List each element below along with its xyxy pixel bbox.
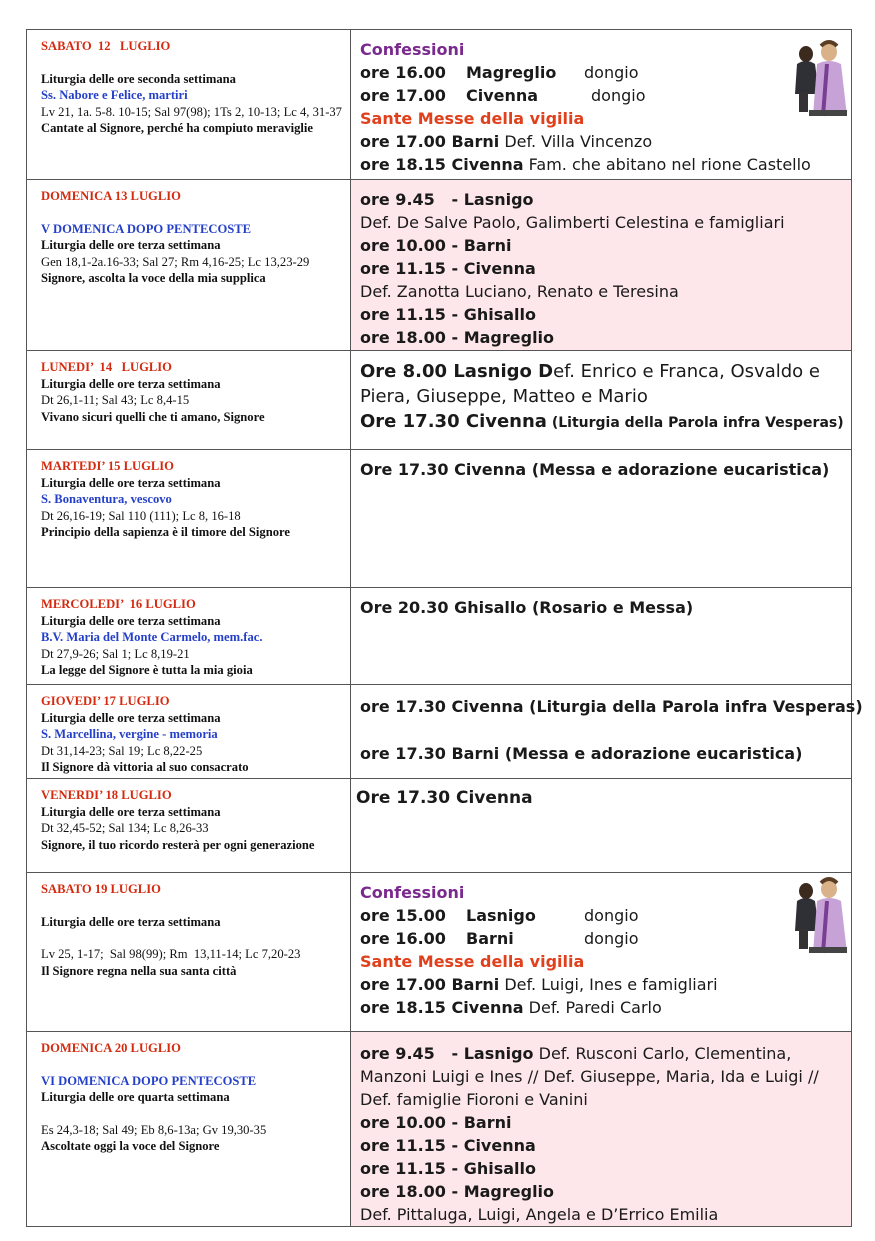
mass-line: Ore 8.00 Lasnigo Def. Enrico e Franca, Osvaldo e Piera, Giuseppe, Matteo e Mario [360, 361, 820, 407]
readings: Es 24,3-18; Sal 49; Eb 8,6-13a; Gv 19,30-35 [41, 1122, 267, 1137]
saint-of-day: S. Bonaventura, vescovo [41, 492, 172, 507]
mass-cell [351, 450, 852, 588]
mass-intention: Def. De Salve Paolo, Galimberti Celestina e famigliari [360, 213, 785, 232]
confession-place: Civenna [466, 86, 539, 105]
day-date: GIOVEDI’ 17 LUGLIO [41, 694, 170, 708]
mass-line: ore 11.15 - Civenna [360, 259, 536, 278]
feast-title: VI DOMENICA DOPO PENTECOSTE [41, 1073, 257, 1088]
mass-intention: Def. Pittaluga, Luigi, Angela e D’Errico Emilia [360, 1205, 719, 1224]
readings: Gen 18,1-2a.16-33; Sal 27; Rm 4,16-25; Lc 13,23-29 [41, 254, 310, 269]
day-date: SABATO 12 LUGLIO [41, 39, 171, 53]
liturgy-week: Liturgia delle ore seconda settimana [41, 71, 236, 86]
liturgy-week: Liturgia delle ore terza settimana [41, 914, 221, 929]
confession-priest: dongio [584, 63, 639, 82]
mass-cell [351, 1032, 852, 1227]
readings: Dt 32,45-52; Sal 134; Lc 8,26-33 [41, 821, 209, 836]
confession-priest: dongio [584, 906, 639, 925]
day-date: LUNEDI’ 14 LUGLIO [41, 360, 172, 374]
confession-scene-icon [789, 40, 849, 122]
saint-of-day: Ss. Nabore e Felice, martiri [41, 88, 188, 103]
antiphon: Signore, ascolta la voce della mia supplica [41, 271, 266, 286]
antiphon: Il Signore regna nella sua santa città [41, 963, 237, 978]
table-row [27, 351, 852, 450]
liturgy-week: Liturgia delle ore terza settimana [41, 475, 221, 490]
vigil-title: Sante Messe della vigilia [360, 109, 585, 128]
readings: Dt 26,16-19; Sal 110 (111); Lc 8, 16-18 [41, 508, 241, 523]
antiphon: Il Signore dà vittoria al suo consacrato [41, 760, 249, 775]
mass-line: ore 10.00 - Barni [360, 1113, 512, 1132]
mass-line: ore 11.15 - Civenna [360, 1136, 536, 1155]
readings: Lv 25, 1-17; Sal 98(99); Rm 13,11-14; Lc 7,20-23 [41, 947, 301, 962]
table-row [27, 779, 852, 873]
liturgy-cell [27, 685, 351, 779]
mass-line: ore 17.30 Civenna (Liturgia della Parola infra Vesperas) [360, 697, 863, 716]
table-row [27, 180, 852, 351]
mass-line: ore 18.00 - Magreglio [360, 328, 555, 347]
confessions-title: Confessioni [360, 883, 465, 902]
liturgy-cell [27, 180, 351, 351]
table-row [27, 450, 852, 588]
confession-slot [360, 904, 843, 927]
table-row [27, 1032, 852, 1227]
mass-line: ore 17.00 Barni Def. Luigi, Ines e famigliari [360, 975, 718, 994]
mass-cell [351, 30, 852, 180]
confession-place: Lasnigo [466, 906, 536, 925]
mass-line: Ore 17.30 Civenna [356, 788, 533, 808]
day-date: DOMENICA 13 LUGLIO [41, 189, 181, 203]
mass-line: ore 18.00 - Magreglio [360, 1182, 555, 1201]
schedule-table [26, 29, 863, 1227]
readings: Dt 26,1-11; Sal 43; Lc 8,4-15 [41, 393, 190, 408]
day-date: SABATO 19 LUGLIO [41, 882, 161, 896]
mass-line: ore 11.15 - Ghisallo [360, 1159, 536, 1178]
table-row [27, 873, 852, 1032]
confession-place: Magreglio [466, 63, 557, 82]
mass-line: ore 17.00 Barni Def. Villa Vincenzo [360, 132, 653, 151]
mass-cell [351, 180, 852, 351]
vigil-title: Sante Messe della vigilia [360, 952, 585, 971]
mass-line: Ore 17.30 Civenna (Messa e adorazione eucaristica) [360, 460, 830, 479]
liturgy-cell [27, 873, 351, 1032]
mass-cell [351, 873, 852, 1032]
mass-line: ore 18.15 Civenna Def. Paredi Carlo [360, 998, 662, 1017]
confession-priest: dongio [591, 86, 646, 105]
mass-line: ore 11.15 - Ghisallo [360, 305, 536, 324]
confession-time: ore 15.00 [360, 906, 446, 925]
confession-time: ore 17.00 [360, 86, 446, 105]
confession-time: ore 16.00 [360, 63, 446, 82]
liturgy-week: Liturgia delle ore terza settimana [41, 804, 221, 819]
confession-slot [360, 84, 843, 107]
mass-line: ore 18.15 Civenna Fam. che abitano nel rione Castello [360, 155, 811, 174]
mass-cell [351, 685, 863, 779]
confession-slot [360, 61, 843, 84]
mass-line: Ore 17.30 Civenna (Liturgia della Parola infra Vesperas) [360, 411, 844, 432]
table-row [27, 30, 852, 180]
confession-place: Barni [466, 929, 514, 948]
liturgy-week: Liturgia delle ore quarta settimana [41, 1090, 230, 1105]
confessions-title: Confessioni [360, 40, 465, 59]
confession-time: ore 16.00 [360, 929, 446, 948]
readings: Dt 31,14-23; Sal 19; Lc 8,22-25 [41, 743, 203, 758]
antiphon: La legge del Signore è tutta la mia gioia [41, 663, 253, 678]
liturgy-cell [27, 779, 351, 873]
mass-cell [351, 779, 852, 873]
table-row [27, 685, 852, 779]
mass-line: ore 9.45 - Lasnigo Def. Rusconi Carlo, Clementina, Manzoni Luigi e Ines // Def. Giuseppe, Maria, Ida e Luigi // Def. famiglie Fioroni e Vanini [360, 1044, 819, 1109]
saint-of-day: B.V. Maria del Monte Carmelo, mem.fac. [41, 630, 263, 645]
mass-line: ore 17.30 Barni (Messa e adorazione eucaristica) [360, 744, 803, 763]
antiphon: Ascoltate oggi la voce del Signore [41, 1139, 220, 1154]
day-date: VENERDI’ 18 LUGLIO [41, 788, 172, 802]
liturgy-cell [27, 450, 351, 588]
liturgy-cell [27, 1032, 351, 1227]
liturgy-cell [27, 351, 351, 450]
antiphon: Vivano sicuri quelli che ti amano, Signore [41, 409, 265, 424]
day-date: MERCOLEDI’ 16 LUGLIO [41, 597, 196, 611]
liturgy-week: Liturgia delle ore terza settimana [41, 376, 221, 391]
antiphon: Cantate al Signore, perché ha compiuto meraviglie [41, 121, 314, 136]
antiphon: Principio della sapienza è il timore del Signore [41, 525, 290, 540]
liturgy-week: Liturgia delle ore terza settimana [41, 710, 221, 725]
liturgy-week: Liturgia delle ore terza settimana [41, 238, 221, 253]
mass-line: ore 10.00 - Barni [360, 236, 512, 255]
confession-slot [360, 927, 843, 950]
readings: Lv 21, 1a. 5-8. 10-15; Sal 97(98); 1Ts 2, 10-13; Lc 4, 31-37 [41, 104, 342, 119]
readings: Dt 27,9-26; Sal 1; Lc 8,19-21 [41, 646, 190, 661]
liturgy-week: Liturgia delle ore terza settimana [41, 613, 221, 628]
antiphon: Signore, il tuo ricordo resterà per ogni generazione [41, 837, 315, 852]
mass-line: ore 9.45 - Lasnigo [360, 190, 534, 209]
mass-cell [351, 588, 852, 685]
mass-intention: Def. Zanotta Luciano, Renato e Teresina [360, 282, 679, 301]
confession-scene-icon [789, 877, 849, 959]
liturgy-cell [27, 30, 351, 180]
day-date: MARTEDI’ 15 LUGLIO [41, 459, 174, 473]
feast-title: V DOMENICA DOPO PENTECOSTE [41, 221, 252, 236]
mass-line: Ore 20.30 Ghisallo (Rosario e Messa) [360, 598, 694, 617]
day-date: DOMENICA 20 LUGLIO [41, 1041, 181, 1055]
liturgy-cell [27, 588, 351, 685]
table-row [27, 588, 852, 685]
saint-of-day: S. Marcellina, vergine - memoria [41, 727, 218, 742]
confession-priest: dongio [584, 929, 639, 948]
mass-cell [351, 351, 852, 450]
